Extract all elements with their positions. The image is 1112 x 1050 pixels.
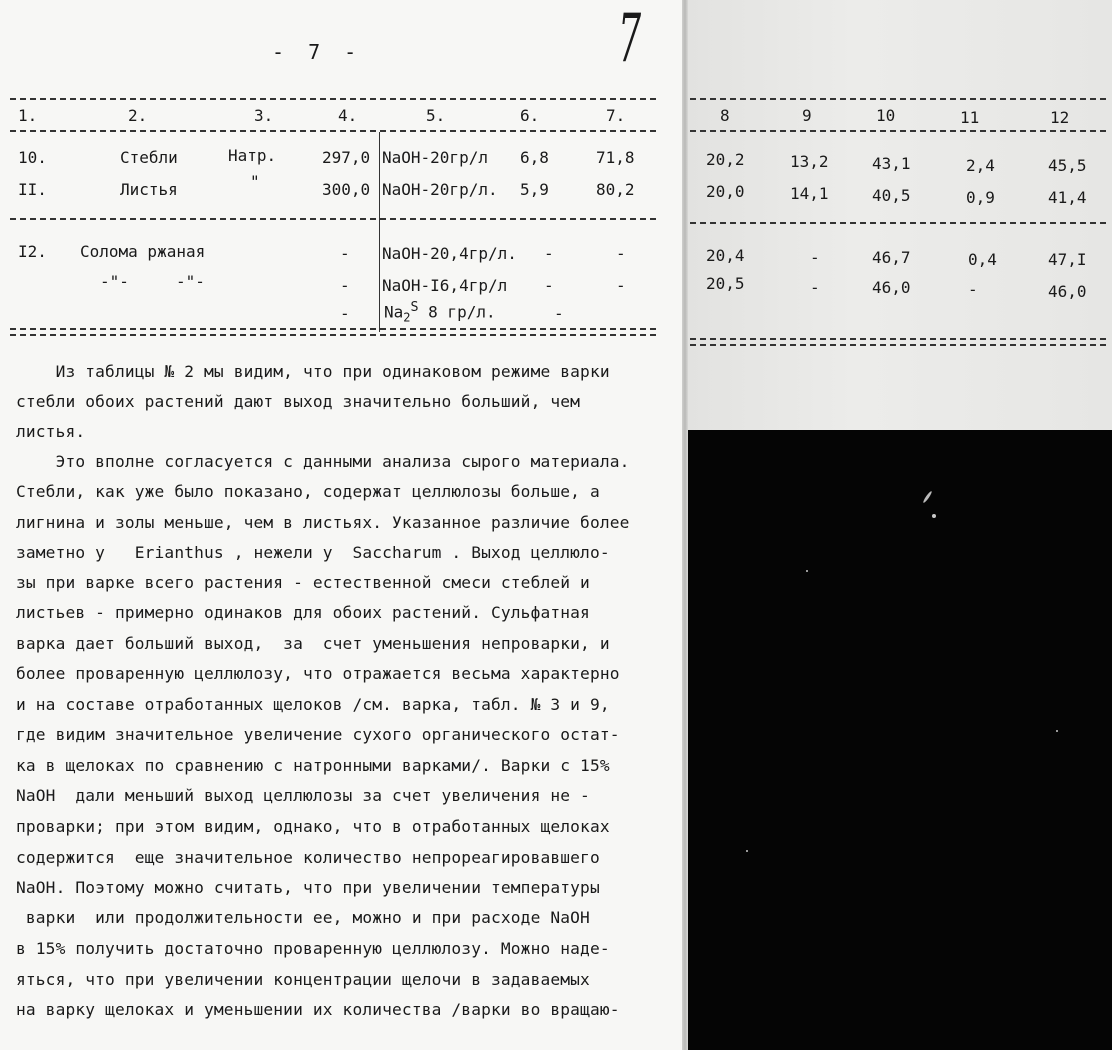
cell-col12: 41,4	[1048, 188, 1087, 207]
text-line: более проваренную целлюлозу, что отражается весьма характерно	[16, 664, 620, 683]
cell-col7: -	[616, 244, 626, 263]
ditto-mark: -"-	[100, 272, 129, 291]
col-header-1: 1.	[18, 106, 38, 125]
text-line: варки или продолжительности ее, можно и при расходе NaOH	[16, 908, 590, 927]
cell-col12: 45,5	[1048, 156, 1087, 175]
text-line: яться, что при увеличении концентрации щелочи в задаваемых	[16, 970, 590, 989]
col-header-2: 2.	[128, 106, 148, 125]
cell-col5: NaOH-20,4гр/л.	[382, 244, 517, 263]
col-header-5: 5.	[426, 106, 446, 125]
dust-speck	[932, 514, 936, 518]
dust-speck	[922, 490, 932, 503]
cell-col5: NaOH-20гр/л	[382, 148, 488, 167]
cell-col4: 297,0	[322, 148, 371, 167]
cell-col9: 14,1	[790, 184, 829, 203]
text-line: на варку щелоках и уменьшении их количества /варки во вращаю-	[16, 1000, 620, 1019]
cell-col6: -	[544, 244, 554, 263]
cell-col6: -	[554, 304, 564, 323]
cell-col10: 46,0	[872, 278, 911, 297]
text-line: проварки; при этом видим, однако, что в отработанных щелоках	[16, 817, 610, 836]
row-number: II.	[18, 180, 47, 199]
cell-col7: 80,2	[596, 180, 635, 199]
col-header-6: 6.	[520, 106, 540, 125]
table-rule-top-right	[690, 98, 1106, 100]
cell-col11: 0,4	[968, 250, 997, 269]
cell-col6: 6,8	[520, 148, 549, 167]
text-line: и на составе отработанных щелоков /см. варка, табл. № 3 и 9,	[16, 695, 610, 714]
text-line: NaOH дали меньший выход целлюлозы за счет увеличения не -	[16, 786, 590, 805]
text-line: зы при варке всего растения - естественной смеси стеблей и	[16, 573, 590, 592]
cell-col12: 47,I	[1048, 250, 1087, 269]
cell-col8: 20,0	[706, 182, 745, 201]
table-column-divider	[379, 132, 380, 332]
cell-col10: 43,1	[872, 154, 911, 173]
col-header-8: 8	[720, 106, 730, 125]
cell-col4: -	[340, 244, 350, 263]
cell-col6: -	[544, 276, 554, 295]
table-rule-bottom-right	[690, 338, 1106, 346]
page-number: - 7 -	[272, 40, 363, 64]
text-line: Из таблицы № 2 мы видим, что при одинаковом режиме варки	[16, 362, 610, 381]
text-line: ка в щелоках по сравнению с натронными варками/. Варки с 15%	[16, 756, 610, 775]
handwritten-page-number: 7	[618, 0, 642, 77]
row-number: 10.	[18, 148, 47, 167]
chem-symbol: Na	[384, 302, 404, 322]
cell-col5-formula	[384, 300, 496, 325]
row-method: Натр.	[228, 146, 277, 165]
cell-col12: 46,0	[1048, 282, 1087, 301]
page-gutter	[682, 0, 688, 1050]
chem-amount: 8 гр/л.	[418, 302, 496, 322]
table-rule-header	[10, 130, 656, 132]
cell-col11: 0,9	[966, 188, 995, 207]
chem-subscript: 2	[403, 310, 411, 325]
text-line: заметно у Erianthus , нежели у Saccharum . Выход целлюло-	[16, 543, 610, 562]
col-header-9: 9	[802, 106, 812, 125]
cell-col10: 46,7	[872, 248, 911, 267]
ditto-mark: -"-	[176, 272, 205, 291]
table-rule-header-right	[690, 130, 1106, 132]
cell-col4: -	[340, 276, 350, 295]
col-header-4: 4.	[338, 106, 358, 125]
text-line: где видим значительное увеличение сухого органического остат-	[16, 725, 620, 744]
table-rule-mid	[10, 218, 656, 220]
text-line: листья.	[16, 422, 86, 441]
cell-col9: -	[810, 278, 820, 297]
row-material: Стебли	[120, 148, 178, 167]
cell-col10: 40,5	[872, 186, 911, 205]
row-material: Листья	[120, 180, 178, 199]
col-header-10: 10	[876, 106, 896, 125]
row-method: "	[250, 172, 260, 191]
dust-speck	[1056, 730, 1058, 732]
document-page-right	[686, 0, 1112, 430]
cell-col9: -	[810, 248, 820, 267]
chem-superscript: S	[410, 300, 419, 315]
col-header-3: 3.	[254, 106, 274, 125]
text-line: Стебли, как уже было показано, содержат целлюлозы больше, а	[16, 482, 600, 501]
table-rule-bottom	[10, 328, 656, 336]
cell-col8: 20,2	[706, 150, 745, 169]
text-line: содержится еще значительное количество непрореагировавшего	[16, 848, 600, 867]
row-material: Солома ржаная	[80, 242, 206, 261]
col-header-12: 12	[1050, 108, 1070, 127]
table-rule-mid-right	[690, 222, 1106, 224]
cell-col11: 2,4	[966, 156, 995, 175]
row-number: I2.	[18, 242, 47, 261]
col-header-11: 11	[960, 108, 980, 127]
cell-col5: NaOH-I6,4гр/л	[382, 276, 508, 295]
cell-col4: 300,0	[322, 180, 371, 199]
dust-speck	[746, 850, 748, 852]
cell-col6: 5,9	[520, 180, 549, 199]
table-rule-top	[10, 98, 656, 100]
dark-background-area	[686, 430, 1112, 1050]
cell-col8: 20,5	[706, 274, 745, 293]
text-line: NaOH. Поэтому можно считать, что при увеличении температуры	[16, 878, 600, 897]
text-line: Это вполне согласуется с данными анализа сырого материала.	[16, 452, 630, 471]
text-line: лигнина и золы меньше, чем в листьях. Указанное различие более	[16, 513, 630, 532]
col-header-7: 7.	[606, 106, 626, 125]
text-line: стебли обоих растений дают выход значительно больший, чем	[16, 392, 581, 411]
text-line: варка дает больший выход, за счет уменьшения непроварки, и	[16, 634, 610, 653]
cell-col7: 71,8	[596, 148, 635, 167]
text-line: в 15% получить достаточно проваренную целлюлозу. Можно наде-	[16, 939, 610, 958]
cell-col8: 20,4	[706, 246, 745, 265]
dust-speck	[806, 570, 808, 572]
cell-col4: -	[340, 304, 350, 323]
cell-col5: NaOH-20гр/л.	[382, 180, 498, 199]
text-line: листьев - примерно одинаков для обоих растений. Сульфатная	[16, 603, 590, 622]
cell-col11: -	[968, 280, 978, 299]
cell-col9: 13,2	[790, 152, 829, 171]
cell-col7: -	[616, 276, 626, 295]
